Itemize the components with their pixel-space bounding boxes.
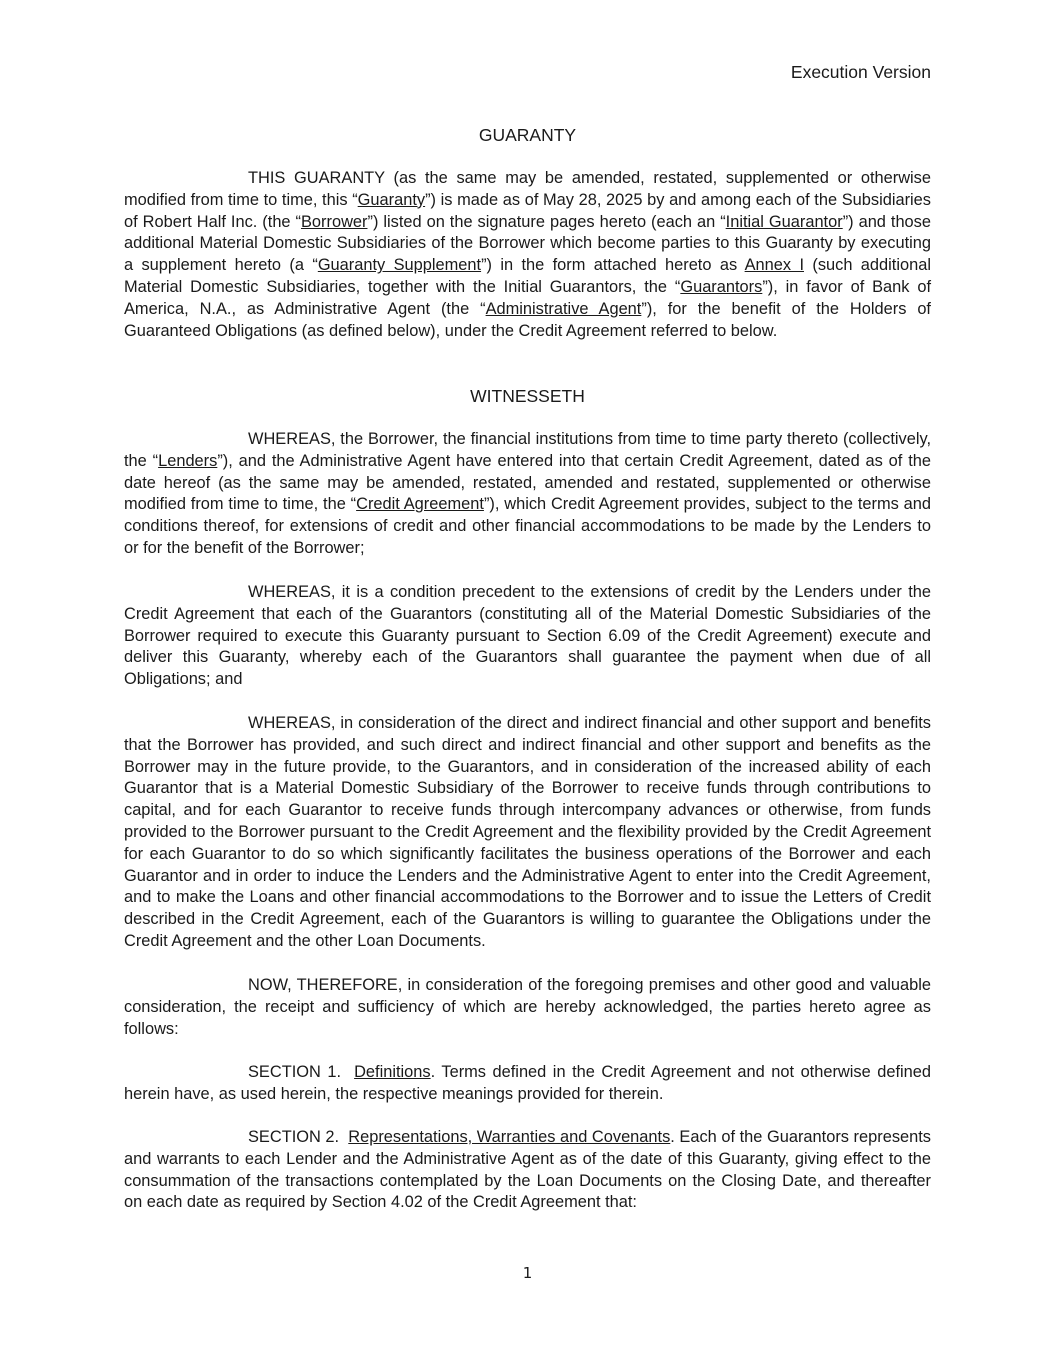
preamble-text-8: ”), for the benefit of the Holders of Guaranteed Obligations (as defined below), under the Credit Agreement referred to below. <box>124 299 931 340</box>
execution-version-label: Execution Version <box>790 62 931 82</box>
defined-term-guarantors: Guarantors <box>680 277 763 296</box>
defined-term-credit-agreement: Credit Agreement <box>356 495 484 514</box>
page-number: 1 <box>522 1264 533 1282</box>
preamble-text-6: (such additional Material Domestic Subsidiaries, together with the Initial Guarantors, the “ <box>124 256 931 296</box>
defined-term-guaranty-supplement: Guaranty Supplement <box>317 256 482 275</box>
section-2-label: SECTION 2. <box>248 1128 340 1146</box>
section-2-heading: Representations, Warranties and Covenants <box>348 1128 671 1146</box>
preamble-text-2: ”) is made as of May 28, 2025 by and among each of the Subsidiaries of Robert Half Inc. (the “ <box>124 190 931 231</box>
section-2-text: . Each of the Guarantors represents and warrants to each Lender and the Administrative Agent as of the date of this Guaranty, giving effect to the consummation of the transactions contemplated by the Loan Documents on the Closing Date, and thereafter on each date as required by Section 4.02 of the Credit Agreement that: <box>124 1128 931 1212</box>
section-1-label: SECTION 1. <box>248 1063 342 1081</box>
defined-term-borrower: Borrower <box>300 212 368 231</box>
defined-term-guaranty: Guaranty <box>357 190 426 209</box>
recital-1-text-1: WHEREAS, the Borrower, the financial institutions from time to time party thereto (collectively, the “ <box>124 430 931 470</box>
defined-term-administrative-agent: Administrative Agent <box>485 299 642 318</box>
recital-1-text-2: ”), and the Administrative Agent have entered into that certain Credit Agreement, dated as of the date hereof (as the same may be amended, restated, amended and restated, supplemented or otherwise modified from time to time, the “ <box>124 451 931 514</box>
preamble-text-7: ”), in favor of Bank of America, N.A., as Administrative Agent (the “ <box>124 277 931 318</box>
defined-term-lenders: Lenders <box>158 451 218 470</box>
preamble-text-4: ”) and those additional Material Domestic Subsidiaries of the Borrower which become parties to this Guaranty by executing a supplement hereto (a “ <box>124 212 931 275</box>
recital-1-text-3: ”), which Credit Agreement provides, subject to the terms and conditions thereof, for extensions of credit and other financial accommodations to be made by the Lenders to or for the benefit of the Borrower; <box>124 495 931 557</box>
preamble-paragraph <box>124 168 931 342</box>
recital-paragraph-1 <box>124 429 931 560</box>
annex-reference: Annex I <box>744 256 804 275</box>
preamble-text-1: THIS GUARANTY (as the same may be amended, restated, supplemented or otherwise modified from time to time, this “ <box>124 169 931 209</box>
section-2-paragraph <box>124 1127 931 1214</box>
preamble-text-5: ”) in the form attached hereto as <box>481 256 745 275</box>
preamble-text-3: ”) listed on the signature pages hereto (each an “ <box>367 212 726 231</box>
section-1-heading: Definitions <box>354 1063 431 1081</box>
document-title: GUARANTY <box>478 125 577 145</box>
recital-paragraph-3: WHEREAS, in consideration of the direct and indirect financial and other support and benefits that the Borrower has provided, and such direct and indirect financial and other support and benefits as the Borrower may in the future provide, to the Guarantors, and in consideration of the increased ability of each Guarantor that is a Material Domestic Subsidiary of the Borrower to receive funds through contributions to capital, and for each Guarantor to receive funds through intercompany advances or otherwise, from funds provided to the Borrower pursuant to the Credit Agreement and the flexibility provided by the Credit Agreement for each Guarantor to do so which significantly facilitates the business operations of the Borrower and each Guarantor and in order to induce the Lenders and the Administrative Agent to enter into the Credit Agreement, and to make the Loans and other financial accommodations to the Borrower and to issue the Letters of Credit described in the Credit Agreement, each of the Guarantors is willing to guarantee the Obligations under the Credit Agreement and the other Loan Documents. <box>124 714 931 950</box>
recital-paragraph-2: WHEREAS, it is a condition precedent to the extensions of credit by the Lenders under the Credit Agreement that each of the Guarantors (constituting all of the Material Domestic Subsidiaries of the Borrower required to execute this Guaranty pursuant to Section 6.09 of the Credit Agreement) execute and deliver this Guaranty, whereby each of the Guarantors shall guarantee the payment when due of all Obligations; and <box>124 583 931 689</box>
now-therefore-paragraph: NOW, THEREFORE, in consideration of the foregoing premises and other good and valuable consideration, the receipt and sufficiency of which are hereby acknowledged, the parties hereto agree as follows: <box>124 976 931 1038</box>
defined-term-initial-guarantor: Initial Guarantor <box>725 212 843 231</box>
section-1-text: . Terms defined in the Credit Agreement and not otherwise defined herein have, as used herein, the respective meanings provided for therein. <box>124 1063 932 1103</box>
witnesseth-heading: WITNESSETH <box>470 386 585 406</box>
section-1-paragraph <box>124 1062 931 1106</box>
